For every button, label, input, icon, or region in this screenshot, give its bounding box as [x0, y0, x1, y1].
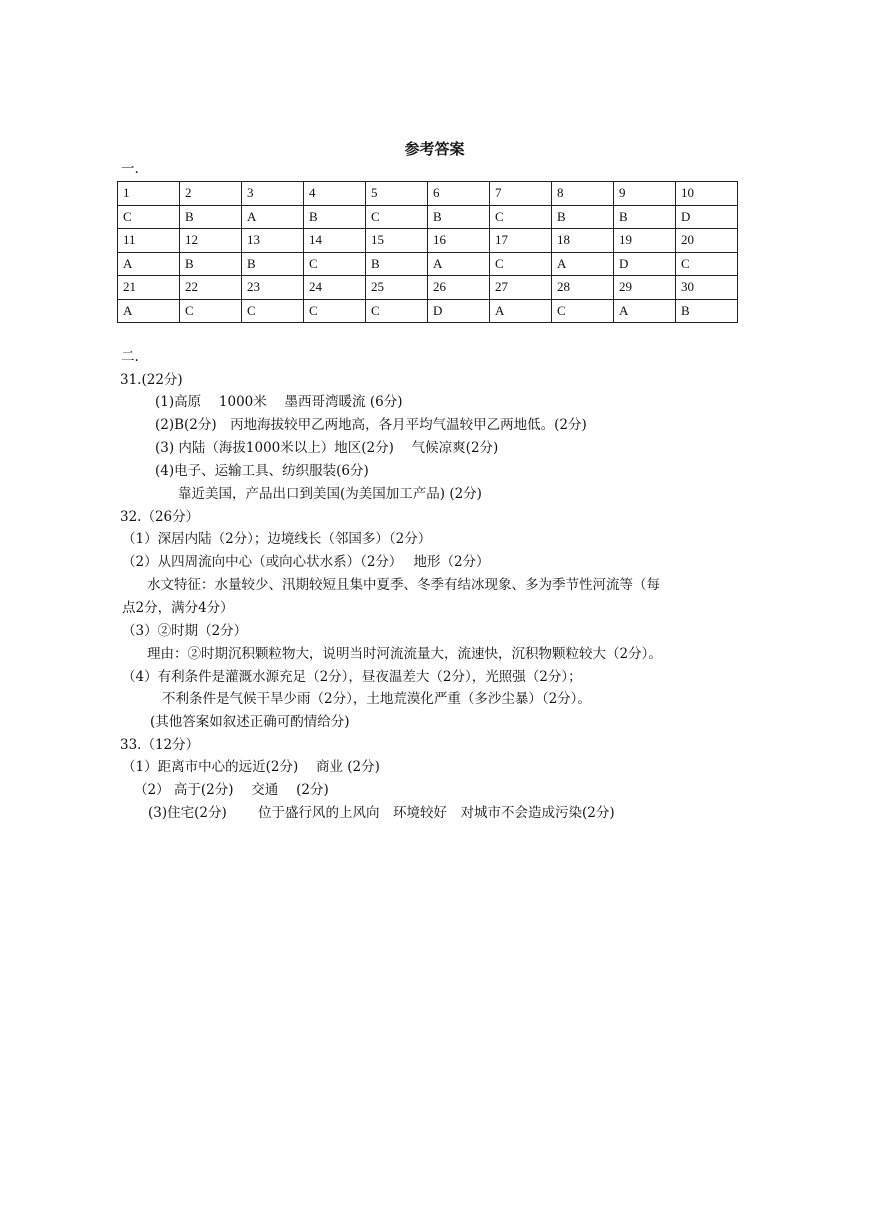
q32-part3: （3）②时期（2分）: [122, 623, 248, 639]
table-cell: A: [614, 299, 676, 323]
q32-heading: 32.（26分）: [120, 509, 200, 525]
q32-part1: （1）深居内陆（2分）；边境线长（邻国多）（2分）: [122, 531, 432, 547]
table-cell: 8: [552, 182, 614, 206]
q31-part4: (4)电子、运输工具、纺织服装(6分): [155, 463, 369, 479]
table-cell: C: [304, 252, 366, 276]
table-cell: 25: [366, 276, 428, 300]
section-1-label: 一.: [121, 161, 139, 177]
table-row: [118, 252, 738, 276]
table-row: [118, 276, 738, 300]
table-cell: A: [552, 252, 614, 276]
table-cell: 26: [428, 276, 490, 300]
table-cell: D: [676, 205, 738, 229]
answer-table: [117, 181, 738, 323]
table-cell: 2: [180, 182, 242, 206]
q31-part2: (2)B(2分) 丙地海拔较甲乙两地高，各月平均气温较甲乙两地低。(2分): [155, 417, 587, 433]
q32-hydrology: 水文特征：水量较少、汛期较短且集中夏季、冬季有结冰现象、多为季节性河流等（每: [147, 577, 660, 593]
table-cell: 24: [304, 276, 366, 300]
q32-part4-unfavorable: 不利条件是气候干旱少雨（2分），土地荒漠化严重（多沙尘暴）（2分）。: [162, 691, 591, 707]
table-cell: B: [180, 252, 242, 276]
table-cell: 19: [614, 229, 676, 253]
table-cell: A: [242, 205, 304, 229]
table-cell: 9: [614, 182, 676, 206]
table-cell: 11: [118, 229, 180, 253]
table-cell: B: [552, 205, 614, 229]
table-cell: B: [366, 252, 428, 276]
page-title: 参考答案: [404, 140, 465, 158]
table-cell: C: [366, 299, 428, 323]
table-cell: B: [304, 205, 366, 229]
q32-hydrology-cont: 点2分，满分4分）: [122, 600, 234, 616]
table-cell: 3: [242, 182, 304, 206]
table-cell: 12: [180, 229, 242, 253]
q32-part4: （4）有利条件是灌溉水源充足（2分），昼夜温差大（2分），光照强（2分）；: [122, 669, 582, 685]
table-cell: A: [490, 299, 552, 323]
table-cell: D: [614, 252, 676, 276]
table-cell: 6: [428, 182, 490, 206]
q32-note: (其他答案如叙述正确可酌情给分): [150, 714, 350, 730]
table-cell: C: [490, 252, 552, 276]
table-cell: C: [304, 299, 366, 323]
table-cell: 17: [490, 229, 552, 253]
table-row: [118, 229, 738, 253]
table-cell: C: [180, 299, 242, 323]
table-cell: C: [366, 205, 428, 229]
table-cell: B: [614, 205, 676, 229]
q31-heading: 31.(22分): [120, 372, 183, 388]
table-cell: 27: [490, 276, 552, 300]
table-cell: 28: [552, 276, 614, 300]
q33-part1: （1）距离市中心的远近(2分) 商业 (2分): [122, 759, 380, 775]
q31-part4-reason: 靠近美国，产品出口到美国(为美国加工产品) (2分): [178, 486, 482, 502]
table-cell: A: [118, 252, 180, 276]
table-cell: 14: [304, 229, 366, 253]
table-cell: B: [428, 205, 490, 229]
table-cell: 22: [180, 276, 242, 300]
table-cell: 21: [118, 276, 180, 300]
table-cell: B: [676, 299, 738, 323]
table-cell: 29: [614, 276, 676, 300]
table-cell: 5: [366, 182, 428, 206]
table-row: [118, 299, 738, 323]
table-cell: C: [676, 252, 738, 276]
q33-heading: 33.（12分）: [120, 737, 200, 753]
table-cell: A: [428, 252, 490, 276]
table-cell: 23: [242, 276, 304, 300]
table-row: [118, 205, 738, 229]
table-cell: 4: [304, 182, 366, 206]
q32-part3-reason: 理由：②时期沉积颗粒物大，说明当时河流流量大，流速快，沉积物颗粒较大（2分）。: [147, 646, 662, 662]
table-cell: 15: [366, 229, 428, 253]
q32-part2: （2）从四周流向中心（或向心状水系）（2分） 地形（2分）: [122, 554, 490, 570]
table-cell: C: [490, 205, 552, 229]
table-cell: 7: [490, 182, 552, 206]
q33-part3: (3)住宅(2分) 位于盛行风的上风向 环境较好 对城市不会造成污染(2分): [148, 805, 615, 821]
q31-part1: (1)高原 1000米 墨西哥湾暖流 (6分): [155, 394, 403, 410]
table-cell: D: [428, 299, 490, 323]
q33-part2: （2） 高于(2分) 交通 (2分): [134, 782, 329, 798]
table-cell: 30: [676, 276, 738, 300]
table-cell: C: [552, 299, 614, 323]
table-cell: 20: [676, 229, 738, 253]
table-cell: 16: [428, 229, 490, 253]
table-cell: 10: [676, 182, 738, 206]
section-2-label: 二.: [121, 349, 139, 365]
table-cell: 18: [552, 229, 614, 253]
q31-part3: (3) 内陆（海拔1000米以上）地区(2分) 气候凉爽(2分): [155, 440, 499, 456]
table-cell: C: [118, 205, 180, 229]
table-cell: C: [242, 299, 304, 323]
table-row: [118, 182, 738, 206]
table-cell: B: [180, 205, 242, 229]
table-cell: B: [242, 252, 304, 276]
table-cell: A: [118, 299, 180, 323]
table-cell: 1: [118, 182, 180, 206]
table-cell: 13: [242, 229, 304, 253]
